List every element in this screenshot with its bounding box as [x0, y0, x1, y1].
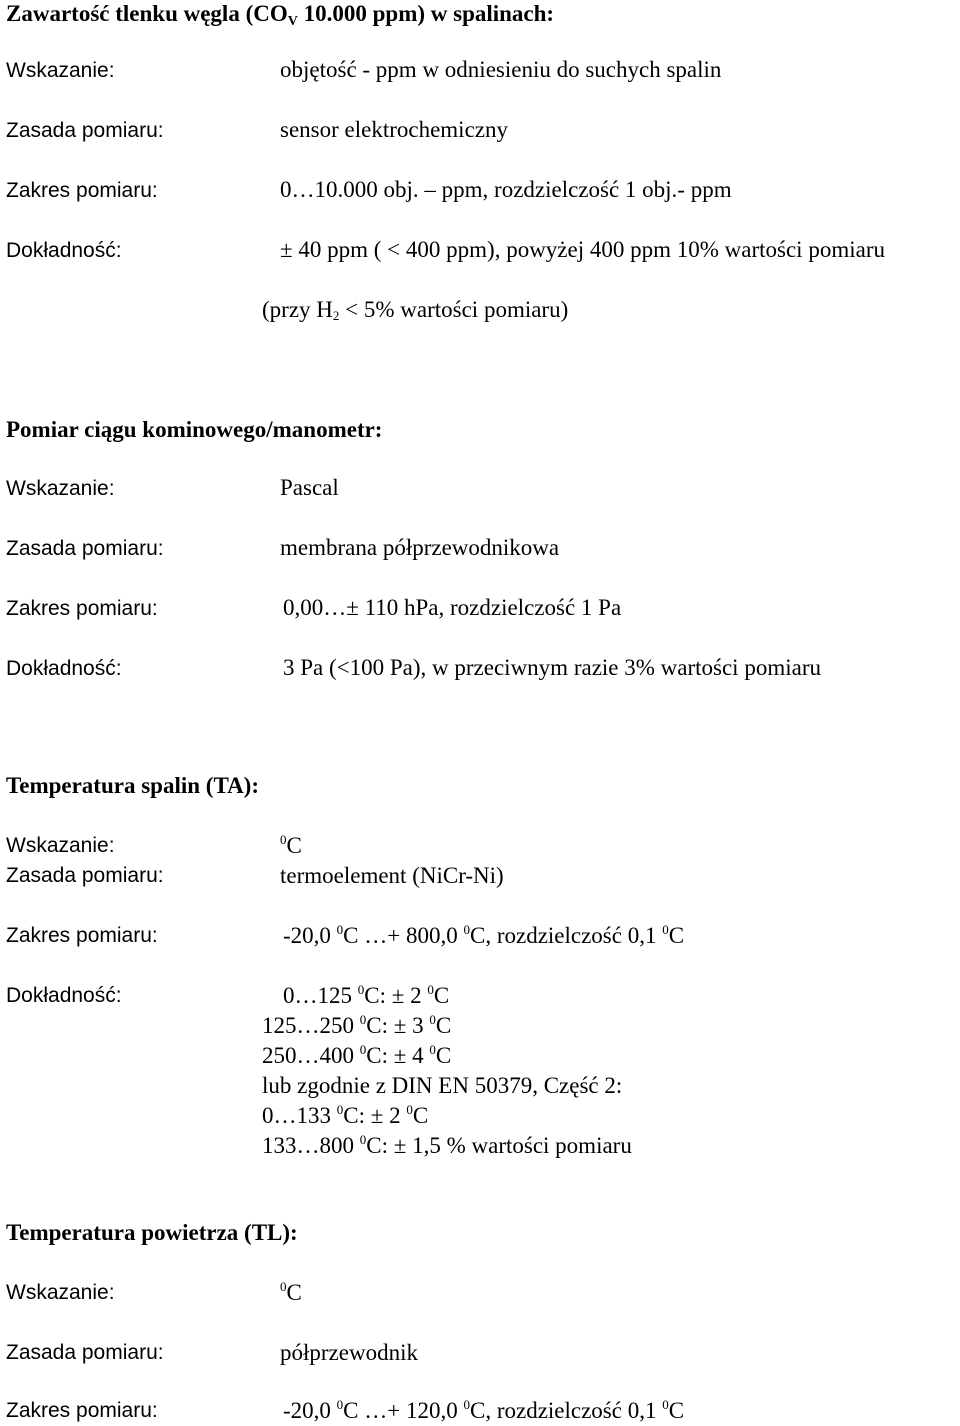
co-principle-label: Zasada pomiaru:: [6, 119, 164, 142]
flue-temp-accuracy-line: 250…400 $^0$C: ± 4 $^0$C: [262, 1042, 452, 1068]
draft-indication-value: Pascal: [280, 475, 339, 500]
co-section-heading: Zawartość tlenku węgla (COV 10.000 ppm) w spalinach:: [6, 1, 555, 29]
co-indication-label: Wskazanie:: [6, 59, 115, 82]
draft-range-value: 0,00…± 110 hPa, rozdzielczość 1 Pa: [283, 595, 622, 620]
flue-temp-accuracy-line: 0…125 $^0$C: ± 2 $^0$C: [283, 982, 450, 1008]
flue-temp-accuracy-line: 133…800 $^0$C: ± 1,5 % wartości pomiaru: [262, 1132, 632, 1158]
flue-temp-din-line: lub zgodnie z DIN EN 50379, Część 2:: [262, 1073, 623, 1098]
co-range-label: Zakres pomiaru:: [6, 179, 158, 202]
flue-temp-accuracy-label: Dokładność:: [6, 984, 122, 1007]
flue-temp-principle-value: termoelement (NiCr-Ni): [280, 863, 504, 888]
air-temp-section-heading: Temperatura powietrza (TL):: [6, 1220, 298, 1245]
co-accuracy-note: (przy $H_2 < 5\%$ wartości pomiaru): [262, 297, 569, 323]
air-temp-principle-value: półprzewodnik: [280, 1340, 418, 1365]
co-indication-value: objętość - ppm w odniesieniu do suchych spalin: [280, 57, 722, 82]
co-accuracy-label: Dokładność:: [6, 239, 122, 262]
co-accuracy-value: ± 40 ppm ( < 400 ppm), powyżej 400 ppm 10% wartości pomiaru: [280, 237, 885, 262]
flue-temp-indication-value: $^0$C: [280, 832, 302, 858]
flue-temp-principle-label: Zasada pomiaru:: [6, 864, 164, 887]
draft-indication-label: Wskazanie:: [6, 477, 115, 500]
air-temp-indication-label: Wskazanie:: [6, 1281, 115, 1304]
air-temp-principle-label: Zasada pomiaru:: [6, 1341, 164, 1364]
flue-temp-section-heading: Temperatura spalin (TA):: [6, 773, 259, 798]
air-temp-indication-value: $^0$C: [280, 1279, 302, 1305]
flue-temp-accuracy-line: 0…133 $^0$C: ± 2 $^0$C: [262, 1102, 429, 1128]
flue-temp-range-label: Zakres pomiaru:: [6, 924, 158, 947]
co-principle-value: sensor elektrochemiczny: [280, 117, 508, 142]
draft-section-heading: Pomiar ciągu kominowego/manometr:: [6, 417, 383, 442]
draft-principle-value: membrana półprzewodnikowa: [280, 535, 560, 560]
flue-temp-indication-label: Wskazanie:: [6, 834, 115, 857]
flue-temp-accuracy-line: 125…250 $^0$C: ± 3 $^0$C: [262, 1012, 452, 1038]
draft-accuracy-label: Dokładność:: [6, 657, 122, 680]
draft-accuracy-value: 3 Pa (<100 Pa), w przeciwnym razie 3% wartości pomiaru: [283, 655, 821, 680]
air-temp-range-label: Zakres pomiaru:: [6, 1399, 158, 1422]
flue-temp-range-value: -20,0 $^0$C …+ 800,0 $^0$C, rozdzielczość 0,1 $^0$C: [283, 922, 685, 948]
air-temp-range-value: -20,0 $^0$C …+ 120,0 $^0$C, rozdzielczość 0,1 $^0$C: [283, 1397, 685, 1423]
co-range-value: 0…10.000 obj. – ppm, rozdzielczość 1 obj.- ppm: [280, 177, 732, 202]
draft-principle-label: Zasada pomiaru:: [6, 537, 164, 560]
draft-range-label: Zakres pomiaru:: [6, 597, 158, 620]
